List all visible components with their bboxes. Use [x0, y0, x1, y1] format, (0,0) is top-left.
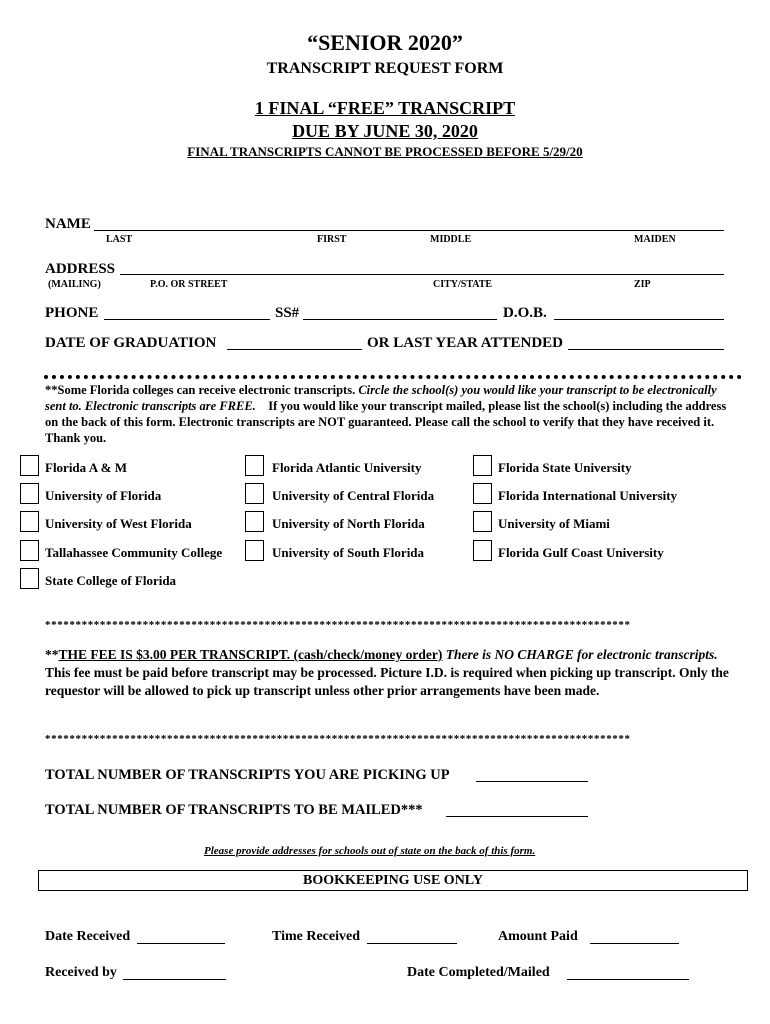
checkbox-florida-atlantic[interactable] — [245, 455, 264, 476]
name-label: NAME — [45, 216, 91, 232]
school-florida-am: Florida A & M — [45, 460, 127, 475]
form-title: “SENIOR 2020” — [307, 30, 463, 55]
school-florida-atlantic: Florida Atlantic University — [272, 460, 422, 475]
phone-label: PHONE — [45, 305, 99, 321]
electronic-intro: **Some Florida colleges can receive electronic transcripts. — [45, 383, 356, 397]
checkbox-florida-state[interactable] — [473, 455, 492, 476]
fee-electronic-note: There is NO CHARGE for electronic transcripts. — [445, 647, 718, 662]
phone-field[interactable] — [104, 319, 270, 320]
due-date-heading: DUE BY JUNE 30, 2020 — [292, 121, 478, 141]
graduation-label: DATE OF GRADUATION — [45, 335, 217, 351]
address-sub-street: P.O. OR STREET — [150, 279, 228, 290]
school-north-florida: University of North Florida — [272, 516, 425, 531]
bookkeeping-box — [38, 870, 748, 891]
date-completed-label: Date Completed/Mailed — [407, 965, 550, 980]
school-florida-state: Florida State University — [498, 460, 632, 475]
school-florida-international: Florida International University — [498, 488, 678, 503]
address-label: ADDRESS — [45, 261, 116, 277]
mailed-total-field[interactable] — [446, 816, 588, 817]
name-field[interactable] — [94, 230, 724, 231]
address-field[interactable] — [120, 274, 724, 275]
processing-notice: FINAL TRANSCRIPTS CANNOT BE PROCESSED BEFORE 5/29/20 — [187, 144, 583, 159]
checkbox-tallahassee[interactable] — [20, 540, 39, 561]
address-sub-citystate: CITY/STATE — [433, 279, 493, 290]
checkbox-university-of-florida[interactable] — [20, 483, 39, 504]
school-state-college: State College of Florida — [45, 573, 177, 588]
pickup-total-label: TOTAL NUMBER OF TRANSCRIPTS YOU ARE PICKING UP — [45, 767, 450, 783]
ss-label: SS# — [275, 305, 300, 321]
school-west-florida: University of West Florida — [45, 516, 192, 531]
out-of-state-note: Please provide addresses for schools out of state on the back of this form. — [204, 845, 536, 857]
address-sub-zip: ZIP — [634, 279, 651, 290]
checkbox-florida-am[interactable] — [20, 455, 39, 476]
pickup-total-field[interactable] — [476, 781, 588, 782]
date-received-field[interactable] — [137, 943, 225, 944]
time-received-label: Time Received — [272, 929, 360, 944]
checkbox-north-florida[interactable] — [245, 511, 264, 532]
last-year-attended-field[interactable] — [568, 349, 724, 350]
checkbox-state-college[interactable] — [20, 568, 39, 589]
fee-paragraph — [45, 646, 735, 700]
amount-paid-field[interactable] — [590, 943, 679, 944]
date-completed-field[interactable] — [567, 979, 689, 980]
fee-amount: THE FEE IS $3.00 PER TRANSCRIPT. (cash/check/money order) — [58, 647, 443, 662]
dob-field[interactable] — [554, 319, 724, 320]
mailed-total-label: TOTAL NUMBER OF TRANSCRIPTS TO BE MAILED*** — [45, 802, 423, 818]
checkbox-central-florida[interactable] — [245, 483, 264, 504]
checkbox-gulf-coast[interactable] — [473, 540, 492, 561]
school-university-of-florida: University of Florida — [45, 488, 162, 503]
school-tallahassee: Tallahassee Community College — [45, 545, 223, 560]
last-year-attended-label: OR LAST YEAR ATTENDED — [367, 335, 564, 351]
ss-field[interactable] — [303, 319, 497, 320]
bookkeeping-title: BOOKKEEPING USE ONLY — [303, 873, 483, 888]
form-subtitle: TRANSCRIPT REQUEST FORM — [266, 60, 504, 77]
address-sub-mailing: (MAILING) — [48, 279, 101, 290]
school-central-florida: University of Central Florida — [272, 488, 435, 503]
name-sub-middle: MIDDLE — [430, 234, 472, 245]
name-sub-last: LAST — [106, 234, 133, 245]
school-gulf-coast: Florida Gulf Coast University — [498, 545, 664, 560]
checkbox-west-florida[interactable] — [20, 511, 39, 532]
checkbox-south-florida[interactable] — [245, 540, 264, 561]
time-received-field[interactable] — [367, 943, 457, 944]
date-received-label: Date Received — [45, 929, 131, 944]
electronic-rest: If you would like your transcript mailed, please list the school(s) including the address on the back of this form. Electronic transcripts are NOT guaranteed. Please call the school to verify that they have received it. Thank you. — [45, 399, 727, 445]
school-south-florida: University of South Florida — [272, 545, 425, 560]
star-separator-top: ************************************************************************************************ — [45, 619, 631, 631]
name-sub-first: FIRST — [317, 234, 347, 245]
electronic-intro-italic: Circle the school(s) you would like your transcript to be electronically sent to. Electronic transcripts are FREE. — [45, 383, 717, 413]
fee-rest: This fee must be paid before transcript may be processed. Picture I.D. is required when picking up transcript. Only the requestor will be allowed to pick up transcript unless other prior arrangements have been made. — [45, 665, 729, 698]
fee-prefix: ** — [45, 647, 59, 662]
amount-paid-label: Amount Paid — [498, 929, 578, 944]
free-transcript-heading: 1 FINAL “FREE” TRANSCRIPT — [254, 98, 516, 118]
electronic-transcripts-paragraph — [45, 382, 735, 446]
dotted-separator — [44, 375, 742, 379]
school-miami: University of Miami — [498, 516, 610, 531]
received-by-field[interactable] — [123, 979, 226, 980]
dob-label: D.O.B. — [503, 305, 547, 321]
graduation-date-field[interactable] — [227, 349, 362, 350]
checkbox-miami[interactable] — [473, 511, 492, 532]
star-separator-bottom: ************************************************************************************************ — [45, 733, 631, 745]
checkbox-florida-international[interactable] — [473, 483, 492, 504]
name-sub-maiden: MAIDEN — [634, 234, 676, 245]
received-by-label: Received by — [45, 965, 117, 980]
